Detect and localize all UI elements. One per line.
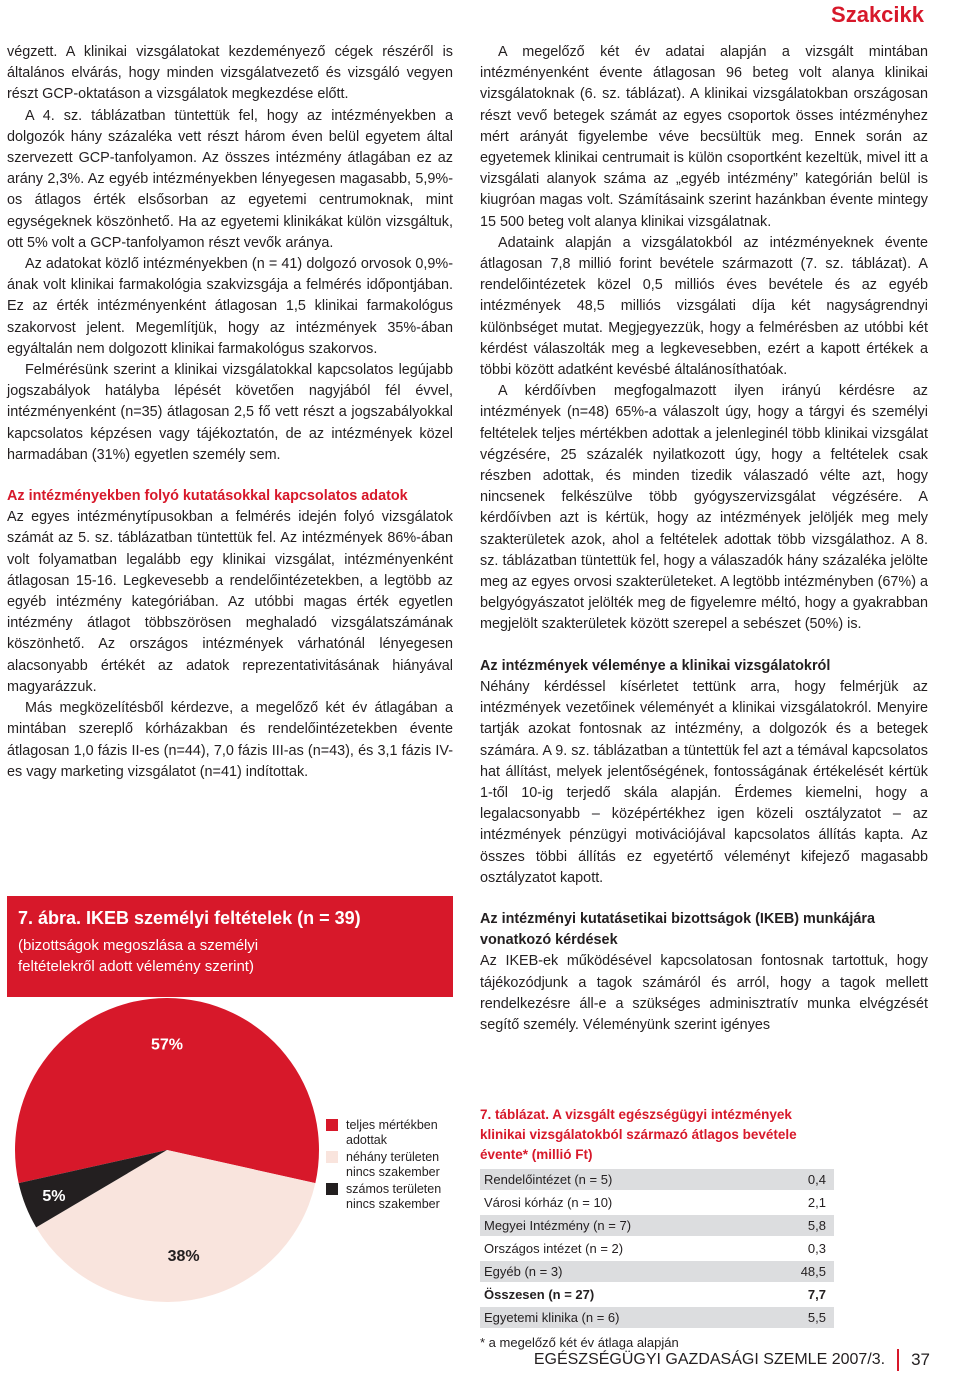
row-label: Egyéb (n = 3) xyxy=(484,1264,563,1279)
row-value: 5,5 xyxy=(807,1310,826,1325)
page-footer xyxy=(534,1349,930,1371)
footer-divider xyxy=(897,1349,899,1371)
chart-legend xyxy=(326,1118,454,1214)
pie-data-label: 5% xyxy=(42,1187,66,1205)
legend-swatch xyxy=(326,1183,338,1195)
paragraph: végzett. A klinikai vizsgálatokat kezdeményező cégek részéről is általános elvárás, hogy minden vizsgálatvezető és vizsgáló vegyen részt GCP-oktatáson a vizsgálatok megkezdése előtt. xyxy=(7,44,453,103)
journal-name: EGÉSZSÉGÜGYI GAZDASÁGI SZEMLE 2007/3. xyxy=(533,1351,886,1368)
row-label: Megyei Intézmény (n = 7) xyxy=(484,1218,632,1233)
paragraph: Felmérésünk szerint a klinikai vizsgálatokkal kapcsolatos legújabb jogszabályok hatályba lépését követően nagyjából fél évvel, intézményenként (n=35) átlagosan 2,5 fő vett részt a jogszabályokkal kapcsolatos képzésen vagy tájékoztatón, de az intézmények közel harmadában (31%) egyetlen személy sem. xyxy=(7,362,453,463)
section-label: Szakcikk xyxy=(831,2,924,27)
legend-label: néhány területen nincs szakember xyxy=(346,1150,440,1179)
row-value: 48,5 xyxy=(800,1264,826,1279)
table-row xyxy=(480,1307,834,1330)
table-row xyxy=(480,1215,834,1238)
table-footnote: * a megelőző két év átlaga alapján xyxy=(480,1335,679,1350)
legend-item xyxy=(326,1118,454,1148)
row-value: 2,1 xyxy=(807,1195,826,1210)
paragraph: Az IKEB-ek működésével kapcsolatosan fontosnak tartottuk, hogy tájékozódjunk a tagok számáról és arról, hogy a tagok mellett rendelkezésre áll-e a szükséges adminisztratív munka elvégzését segítő személy. Véleményünk szerint igényes xyxy=(480,953,928,1033)
pie-data-label: 57% xyxy=(150,1036,184,1054)
figure-header xyxy=(7,896,453,997)
row-value: 7,7 xyxy=(807,1287,826,1302)
right-column xyxy=(480,42,928,1036)
row-label: Országos intézet (n = 2) xyxy=(484,1241,624,1256)
paragraph: A megelőző két év adatai alapján a vizsgált mintában intézményenként évente átlagosan 96 beteg volt alanya klinikai vizsgálatoknak (6. sz. táblázat). A klinikai vizsgálatokban országosan részt vevő betegek számát az egyes csoportok össes intézményhez mért arányát figyelembe véve becsültük meg. Ennek során az egyetemek klinikai centrumait is külön csoportként kezeltük, mivel itt a vizsgálati alanyok száma az „egyéb intézmény” kategórián belül is kiugróan magas volt. Számításaink szerint hazánkban évente mintegy 15 500 beteg volt alanya klinikai vizsgálatnak. xyxy=(480,44,928,230)
table-title: 7. táblázat. A vizsgált egészségügyi intézmények klinikai vizsgálatokból származó átlagos bevétele évente* (millió Ft) xyxy=(480,1107,797,1162)
row-label: Összesen (n = 27) xyxy=(484,1287,595,1302)
left-column xyxy=(7,42,453,783)
paragraph: Az egyes intézménytípusokban a felmérés idején folyó vizsgálatok számát az 5. sz. táblázatban tüntettük fel. Az intézmények 86%-ában volt folyamatban legalább egy klinikai vizsgálat, intézményenként átlagosan 15-16. Legkevesebb a rendelőintézetekben, a legtöbb az egyéb intézmény kategóriában. Az utóbbi magas érték egyetlen intézmény átlagot többszörösen meghaladó vizsgálatszámának köszönhető. Az országos intézmények várhatónál lényegesen alacsonyabb értékét az adatok reprezentativitásának hiányával magyarázzuk. xyxy=(7,509,453,695)
table-row xyxy=(480,1192,834,1215)
figure-title: 7. ábra. IKEB személyi feltételek (n = 39) xyxy=(18,908,361,928)
paragraph: Más megközelítésből kérdezve, a megelőző két év átlagában a mintában szereplő kórházakban és rendelőintézetekben évente átlagosan 1,0 fázis II-es (n=44), 7,0 fázis III-as (n=43), és 3,1 fázis IV-es vagy marketing vizsgálatot (n=41) indítottak. xyxy=(7,700,453,780)
row-label: Városi kórház (n = 10) xyxy=(484,1195,613,1210)
paragraph: Az adatokat közlő intézményekben (n = 41) dolgozó orvosok 0,9%-ának volt klinikai farmakológia szakvizsgája a felmérés időpontjában. Ez az érték intézményenként átlagosan 1,5 klinikai farmakológus szakorvost jelent. Megemlítjük, hogy az intézmények 35%-ában egyáltalán nem dolgozott klinikai farmakológus szakorvos. xyxy=(7,256,453,357)
row-label: Rendelőintézet (n = 5) xyxy=(484,1172,613,1187)
table-row xyxy=(480,1261,834,1284)
legend-item xyxy=(326,1182,454,1212)
pie-data-label: 38% xyxy=(167,1248,200,1266)
pie-chart xyxy=(7,990,327,1310)
revenue-table xyxy=(480,1105,834,1350)
legend-label: teljes mértékben adottak xyxy=(346,1118,438,1147)
section-heading: Az intézményi kutatásetikai bizottságok (IKEB) munkájára vonatkozó kérdések xyxy=(480,910,876,949)
table-row xyxy=(480,1284,834,1307)
legend-swatch xyxy=(326,1119,338,1131)
row-value: 0,4 xyxy=(807,1172,826,1187)
paragraph: Néhány kérdéssel kísérletet tettünk arra, hogy felmérjük az intézmények vezetőinek véleményét a klinikai vizsgálatokról. Menyire tartják azokat fontosnak az intézmény, a dolgozók és a betegek számára. A 9. sz. táblázatban a tüntettük fel azt a témával kapcsolatos hat állítást, melyek jelentőségének, fontosságának értékelését kértük 1-től 10-ig terjedő skála alapján. Érdemes kiemelni, hogy a legalacsonyabb – középértékhez igen közeli osztályzatot – az intézmények pénzügyi motivációjával kapcsolatos állítás kapta. Az összes többi állítás ez egyetértő véleményt kifejező magasabb osztályzatot kapott. xyxy=(480,678,928,886)
paragraph: A 4. sz. táblázatban tüntettük fel, hogy az intézményekben a dolgozók hány százaléka vett részt három éven belül egyetem által szervezett GCP-tanfolyamon. Az összes intézmény átlagában ez az arány 2,3%. Az egyéb intézményekben lényegesen magasabb, 5,9%-os átlagos érték elsősorban az egyetemi centrumoknak, mint egységeknek köszönhető. Ha az egyetemi klinikákat külön vizsgáltuk, ott 5% volt a GCP-tanfolyamon részt vevők aránya. xyxy=(7,107,453,251)
figure-subtitle: (bizottságok megoszlása a személyi feltételekről adott vélemény szerint) xyxy=(18,937,259,975)
paragraph: A kérdőívben megfogalmazott ilyen irányú kérdésre az intézmények (n=48) 65%-a válaszolt úgy, hogy a tárgyi és személyi feltételek teljes mértékben adottak a jelenleginél több klinikai vizsgálat végzésére, 25 százalék nyilatkozott úgy, hogy a feltételek csak részben adottak, és minden tizedik válaszadó vélte azt, hogy nincsenek felkészülve több gyógyszervizsgálat végzésére. A kérdőívben azt is kértük, hogy az intézmények jelöljék meg mely szakterületek azok, ahol a feltételek adottak több vizsgálathoz. A 8. sz. táblázatban tüntettük fel, hogy a válaszadók hány százaléka jelölte meg az egyes orvosi szakterületeket. A legtöbb intézményben (67%) a belgyógyászatot jelölték meg de figyelemre méltó, hogy a gyakrabban megjelölt szakterületek között szerepel a sebészet (50%) is. xyxy=(480,383,928,633)
table-row xyxy=(480,1238,834,1261)
table-row xyxy=(480,1169,834,1192)
row-value: 0,3 xyxy=(807,1241,826,1256)
paragraph: Adataink alapján a vizsgálatokból az intézményeknek évente átlagosan 7,8 millió forint bevétele származott (7. sz. táblázat). A rendelőintézetek közel 0,5 milliós éves bevétele és az egyéb intézmények 48,5 milliós vizsgálati díja két nagyságrendnyi különbséget mutat. Megjegyezzük, hogy a felmérésben az utóbbi két kérdést válaszolták meg a legkevesebben, ezért a kapott értékek a többi között adatként kevésbé általánosíthatóak. xyxy=(480,234,928,379)
legend-swatch xyxy=(326,1151,338,1163)
section-heading: Az intézmények véleménye a klinikai vizsgálatokról xyxy=(480,657,831,674)
legend-label: számos területen nincs szakember xyxy=(346,1182,442,1211)
page-number: 37 xyxy=(911,1350,930,1369)
section-heading: Az intézményekben folyó kutatásokkal kapcsolatos adatok xyxy=(7,488,408,505)
row-label: Egyetemi klinika (n = 6) xyxy=(484,1310,620,1325)
row-value: 5,8 xyxy=(807,1218,826,1233)
legend-item xyxy=(326,1150,454,1180)
